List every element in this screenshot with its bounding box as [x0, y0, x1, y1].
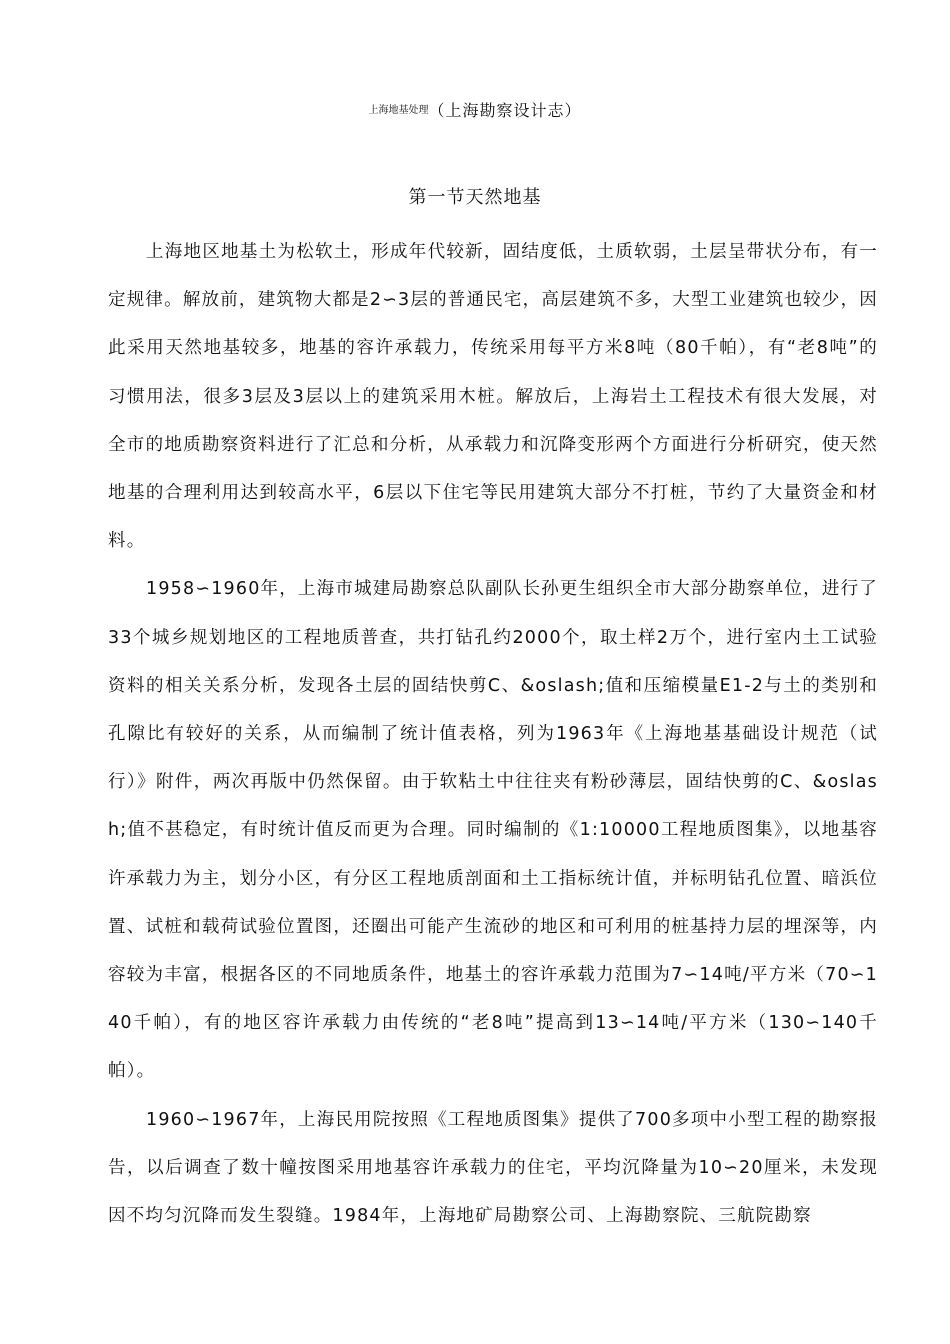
header-small-title: 上海地基处理 [368, 105, 429, 116]
paragraph-3: 1960∽1967年，上海民用院按照《工程地质图集》提供了700多项中小型工程的勘察报告，以后调查了数十幢按图采用地基容许承载力的住宅，平均沉降量为10∽20厘米，未发现因不均匀沉降而发生裂缝。1984年，上海地矿局勘察公司、上海勘察院、三航院勘察 [108, 1109, 878, 1227]
page-header [0, 98, 950, 121]
body-text [108, 228, 878, 1240]
paragraph-2: 1958∽1960年，上海市城建局勘察总队副队长孙更生组织全市大部分勘察单位，进行了33个城乡规划地区的工程地质普查，共打钻孔约2000个，取土样2万个，进行室内土工试验资料的相关关系分析，发现各土层的固结快剪C、&oslash;值和压缩模量E1-2与土的类别和孔隙比有较好的关系，从而编制了统计值表格，列为1963年《上海地基基础设计规范（试行）》附件，两次再版中仍然保留。由于软粘土中往往夹有粉砂薄层，固结快剪的C、&oslash;值不甚稳定，有时统计值反而更为合理。同时编制的《1:10000工程地质图集》，以地基容许承载力为主，划分小区，有分区工程地质剖面和土工指标统计值，并标明钻孔位置、暗浜位置、试桩和载荷试验位置图，还圈出可能产生流砂的地区和可利用的桩基持力层的埋深等，内容较为丰富，根据各区的不同地质条件，地基土的容许承载力范围为7∽14吨/平方米（70∽140千帕），有的地区容许承载力由传统的“老8吨”提高到13∽14吨/平方米（130∽140千帕）。 [108, 579, 878, 1082]
paragraph-1: 上海地区地基土为松软土，形成年代较新，固结度低，土质软弱，土层呈带状分布，有一定规律。解放前，建筑物大都是2∽3层的普通民宅，高层建筑不多，大型工业建筑也较少，因此采用天然地基较多，地基的容许承载力，传统采用每平方米8吨（80千帕），有“老8吨”的习惯用法，很多3层及3层以上的建筑采用木桩。解放后，上海岩土工程技术有很大发展，对全市的地质勘察资料进行了汇总和分析，从承载力和沉降变形两个方面进行分析研究，使天然地基的合理利用达到较高水平，6层以下住宅等民用建筑大部分不打桩，节约了大量资金和材料。 [108, 242, 878, 552]
section-title: 第一节天然地基 [408, 187, 542, 208]
header-main-title: （上海勘察设计志） [428, 101, 582, 120]
